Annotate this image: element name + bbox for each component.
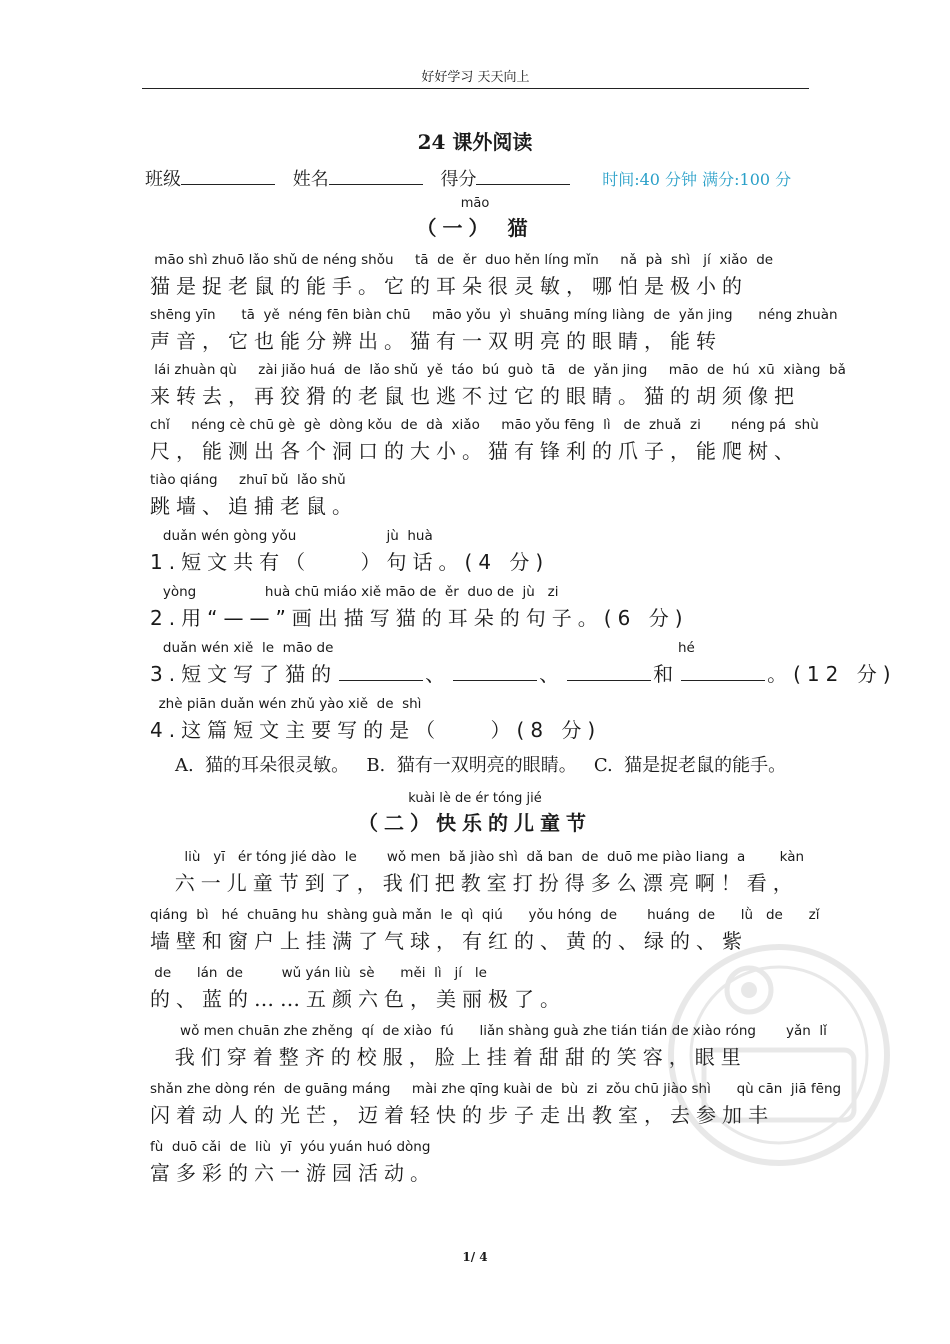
pinyin-line: lái zhuàn qù zài jiǎo huá de lǎo shǔ yě táo bú guò tā de yǎn jing māo de hú xū xiàng bǎ xyxy=(150,362,846,378)
question-stem: 3.短文写了猫的 xyxy=(150,662,338,686)
pinyin-he: hé xyxy=(678,640,695,656)
section-title-pinyin: māo xyxy=(460,196,490,211)
text-line: 我们穿着整齐的校服，脸上挂着甜甜的笑容，眼里 xyxy=(150,1045,747,1069)
pinyin-line: chǐ néng cè chū gè gè dòng kǒu de dà xiǎo māo yǒu fēng lì de zhuǎ zi néng pá shù xyxy=(150,417,819,433)
question-text: 1.短文共有（ ）句话。(4 分) xyxy=(150,550,550,574)
passage-line xyxy=(150,849,930,893)
answer-blank[interactable] xyxy=(567,662,651,681)
text-line: 闪着动人的光芒，迈着轻快的步子走出教室，去参加丰 xyxy=(150,1103,774,1127)
text-line: 来转去，再狡猾的老鼠也逃不过它的眼睛。猫的胡须像把 xyxy=(150,384,800,408)
header-divider xyxy=(142,88,809,89)
text-line: 富多彩的六一游园活动。 xyxy=(150,1161,436,1185)
text-line: 的、蓝的……五颜六色，美丽极了。 xyxy=(150,987,566,1011)
page-title: 24 课外阅读 xyxy=(417,130,533,154)
question-4 xyxy=(150,696,930,740)
question-text: 4.这篇短文主要写的是（ ）(8 分) xyxy=(150,718,602,742)
question-2 xyxy=(150,584,930,628)
pinyin-line: liù yī ér tóng jié dào le wǒ men bǎ jiào shì dǎ ban de duō me piào liang a kàn xyxy=(150,849,805,865)
question-3 xyxy=(150,640,930,684)
answer-blank[interactable] xyxy=(339,662,423,681)
pinyin-line: māo shì zhuō lǎo shǔ de néng shǒu tā de ěr duo hěn líng mǐn nǎ pà shì jí xiǎo de xyxy=(150,252,774,268)
pinyin-line: tiào qiáng zhuī bǔ lǎo shǔ xyxy=(150,472,346,488)
class-label: 班级 xyxy=(145,169,181,190)
pinyin-line: fù duō cǎi de liù yī yóu yuán huó dòng xyxy=(150,1139,431,1155)
passage-line xyxy=(150,417,930,461)
page-header: 好好学习 天天向上 xyxy=(421,70,530,85)
answer-blank[interactable] xyxy=(453,662,537,681)
text-line: 墙壁和窗户上挂满了气球，有红的、黄的、绿的、紫 xyxy=(150,929,748,953)
score-field[interactable] xyxy=(476,168,570,185)
passage-line xyxy=(150,252,930,296)
section-title-1 xyxy=(0,196,950,241)
pinyin-line: duǎn wén gòng yǒu jù huà xyxy=(150,528,433,544)
pinyin-line: shǎn zhe dòng rén de guāng máng mài zhe qīng kuài de bù zi zǒu chū jiào shì qù cān jiā fēng xyxy=(150,1081,842,1097)
name-field[interactable] xyxy=(329,168,423,185)
score-label: 得分 xyxy=(440,169,477,190)
question-1 xyxy=(150,528,930,572)
page-number: 1/ 4 xyxy=(462,1250,488,1264)
text-line: 声音，它也能分辨出。猫有一双明亮的眼睛，能转 xyxy=(150,329,722,353)
text-line: 跳墙、追捕老鼠。 xyxy=(150,494,358,518)
text-line: 六一儿童节到了，我们把教室打扮得多么漂亮啊！看， xyxy=(150,871,799,895)
answer-blank[interactable] xyxy=(681,662,765,681)
conjunction-he: 和 xyxy=(653,662,680,686)
pinyin-line: duǎn wén xiě le māo de xyxy=(150,640,334,656)
question-tail: 。(12 分) xyxy=(767,662,897,686)
passage-line xyxy=(150,307,930,351)
text-line: 尺，能测出各个洞口的大小。猫有锋利的爪子，能爬树、 xyxy=(150,439,800,463)
section-title-pinyin: kuài lè de ér tóng jié xyxy=(408,791,542,806)
answer-options: A. 猫的耳朵很灵敏。 B. 猫有一双明亮的眼睛。 C. 猫是捉老鼠的能手。 xyxy=(175,755,787,776)
pinyin-line: yòng huà chū miáo xiě māo de ěr duo de jù zi xyxy=(150,584,559,600)
section-title-text: （二）快乐的儿童节 xyxy=(358,811,592,835)
section-title-2 xyxy=(0,791,950,836)
watermark-seal-icon xyxy=(664,940,894,1170)
student-info-row xyxy=(145,165,791,191)
passage-line xyxy=(150,472,930,516)
pinyin-line: zhè piān duǎn wén zhǔ yào xiě de shì xyxy=(150,696,422,712)
time-score-info: 时间:40 分钟 满分:100 分 xyxy=(602,170,792,189)
question-text: 3.短文写了猫的 、 、 和 。(12 分) xyxy=(150,662,897,686)
question-text: 2.用“——”画出描写猫的耳朵的句子。(6 分) xyxy=(150,606,689,630)
passage-line xyxy=(150,362,930,406)
section-title-text: （一） 猫 xyxy=(416,216,534,240)
pinyin-line: de lán de wǔ yán liù sè měi lì jí le xyxy=(150,965,487,981)
text-line: 猫是捉老鼠的能手。它的耳朵很灵敏，哪怕是极小的 xyxy=(150,274,748,298)
name-label: 姓名 xyxy=(292,169,329,190)
pinyin-line: wǒ men chuān zhe zhěng qí de xiào fú liǎn shàng guà zhe tián tián de xiào róng yǎn lǐ xyxy=(150,1023,827,1039)
pinyin-line: shēng yīn tā yě néng fēn biàn chū māo yǒu yì shuāng míng liàng de yǎn jing néng zhuàn xyxy=(150,307,838,323)
class-field[interactable] xyxy=(181,168,275,185)
pinyin-line: qiáng bì hé chuāng hu shàng guà mǎn le qì qiú yǒu hóng de huáng de lǜ de zǐ xyxy=(150,907,820,923)
